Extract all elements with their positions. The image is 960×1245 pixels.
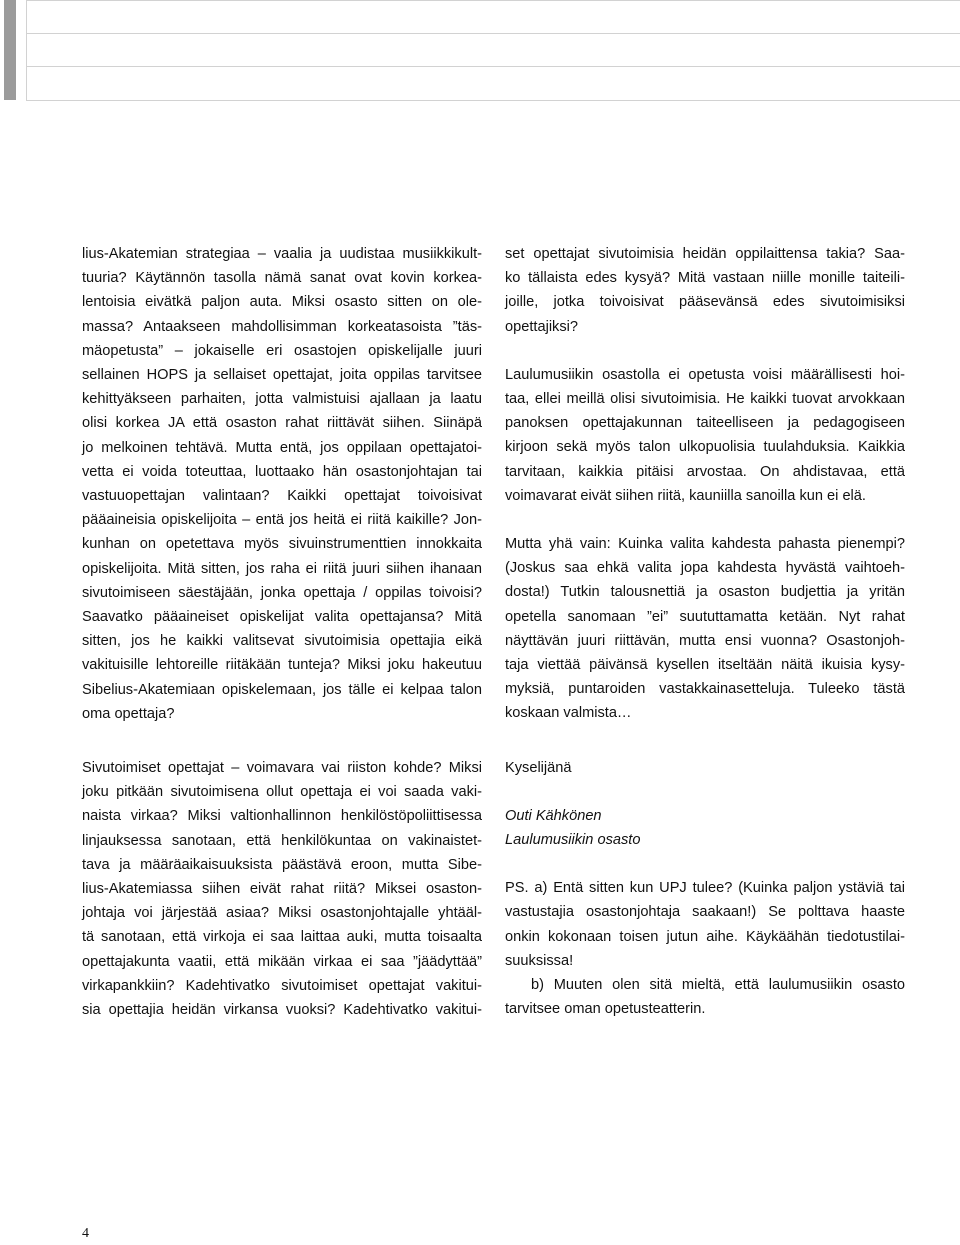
text-line: virkapankkiin? Kadehtivatko sivutoimiset opettajat vakitui-	[82, 977, 482, 994]
header-rule-1	[26, 0, 960, 1]
text-line: PS. a) Entä sitten kun UPJ tulee? (Kuinka paljon ystäviä tai	[505, 880, 905, 897]
text-line: sellainen HOPS ja sellaiset opettajat, joita oppilas tarvitsee	[82, 367, 482, 384]
text-line: linjauksessa sanotaan, että henkilökuntaa on vakinaistet-	[82, 832, 482, 849]
text-line: massa? Antaakseen mahdollisimman korkeatasoista ”täs-	[82, 318, 482, 335]
text-line: (Joskus saa ehkä valita jopa kahdesta hyvästä vaihtoeh-	[505, 560, 905, 577]
page-number: 4	[82, 1226, 89, 1241]
text-line: naista virkaa? Miksi valtionhallinnon henkilöstöpoliittisessa	[82, 808, 482, 825]
text-line: panoksen opettajakunnan taiteelliseen ja pedagogiseen	[505, 415, 905, 432]
paragraph-gap	[505, 780, 905, 804]
text-line: tarvitaan, kaikkia pitäisi arvostaa. On ahdistavaa, että	[505, 463, 905, 480]
text-line: dosta!) Tutkin talousnettiä ja osaston budjettia ja yritän	[505, 584, 905, 601]
right-column	[505, 242, 905, 1021]
header-ruled-box	[26, 0, 960, 101]
text-line: sitten, jos he kaikki valitsevat sivutoimisia opettajia eikä	[82, 633, 482, 650]
right-paragraph-1	[505, 242, 905, 339]
text-line: suuksissa!	[505, 952, 574, 969]
text-line: kirjoon sekä myös talon ulkopuolisia tuulahduksia. Kaikkia	[505, 439, 905, 456]
header-rule-2	[26, 33, 960, 34]
postscript-a	[505, 876, 905, 973]
right-paragraph-3	[505, 532, 905, 726]
text-line: tuuria? Käytännön tasolla nämä sanat ovat kovin korkea-	[82, 270, 482, 287]
text-line: koskaan valmista…	[505, 705, 632, 722]
author-name: Outi Kähkönen	[505, 807, 602, 824]
text-line: opiskelijoita. Mitä sitten, jos raha ei riitä juuri siihen ihanaan	[82, 560, 482, 577]
text-line: Sibelius-Akatemiaan opiskelemaan, jos tälle ei kelpaa talon	[82, 681, 482, 698]
text-line: vastustajia osastonjohtaja saakaan!) Se polttava haaste	[505, 904, 905, 921]
left-paragraph-1	[82, 242, 482, 726]
postscript-b	[505, 973, 905, 1021]
text-line: tä sanotaan, että virkoja ei saa laittaa auki, mutta toisaalta	[82, 929, 482, 946]
paragraph-gap	[505, 726, 905, 756]
text-line: lentoisia eivätkä paljon auta. Miksi osasto sitten on ole-	[82, 294, 482, 311]
text-line: Sivutoimiset opettajat – voimavara vai riiston kohde? Miksi	[82, 760, 482, 777]
text-line: myksiä, puntaroiden vastakkainasetteluja. Tuleeko tästä	[505, 681, 905, 698]
text-line: pääaineisia opiskelijoita – entä jos heitä ei riitä kaikille? Jon-	[82, 512, 482, 529]
text-line: tarvitsee oman opetusteatterin.	[505, 1001, 706, 1018]
text-line: voimavarat eivät siihen riitä, kauniilla sanoilla kun ei elä.	[505, 487, 866, 504]
text-line: set opettajat sivutoimisia heidän oppilaittensa takia? Saa-	[505, 246, 905, 262]
text-line: mäopetusta” – jokaiselle eri osastojen opiskelijalle juuri	[82, 342, 482, 359]
text-line: Saavatko pääaineiset opiskelijat valita opettajansa? Mitä	[82, 609, 482, 626]
paragraph-gap	[505, 339, 905, 363]
text-line: opettajiksi?	[505, 318, 579, 335]
text-line: Laulumusiikin osastolla ei opetusta voisi määrällisesti hoi-	[505, 366, 905, 383]
text-line: kehittyäkseen parhaiten, jotta valmistuisi ajallaan ja laatu	[82, 391, 482, 408]
header-side-bar	[4, 0, 16, 100]
paragraph-gap	[505, 508, 905, 532]
text-line: joille, jotka toivoisivat pääsevänsä edes sivutoimisiksi	[505, 294, 905, 311]
text-line: taa, ellei meillä olisi sivutoimisia. He kaikki tuovat arvokkaan	[505, 391, 905, 408]
text-line: joku pitkään sivutoimisena ollut opettaja ei voi saada vaki-	[82, 784, 482, 801]
text-line: vakituisille lehtoreille riitäkään tunteja? Miksi joku hakeutuu	[82, 657, 482, 674]
text-line: olisi korkea JA että osaston rahat riittävät siihen. Siinäpä	[82, 415, 482, 432]
author-department: Laulumusiikin osasto	[505, 832, 641, 849]
text-line: sivutoimiseen säestäjään, jonka opettaja / oppilas toivoisi?	[82, 584, 482, 601]
signature-label: Kyselijänä	[505, 759, 572, 776]
text-line: näyttävän juuri riittävän, mutta ensi vuonna? Osastonjoh-	[505, 632, 905, 649]
text-line: b) Muuten olen sitä mieltä, että laulumusiikin osasto	[531, 977, 905, 994]
text-line: ko tällaista edes kysyä? Mitä vastaan niille monille taiteili-	[505, 270, 905, 287]
left-column	[82, 242, 482, 1022]
text-line: oma opettaja?	[82, 705, 175, 722]
text-line: Mutta yhä vain: Kuinka valita kahdesta pahasta pienempi?	[505, 536, 905, 553]
text-line: opetella sanomaan ”ei” suututtamatta ketään. Nyt rahat	[505, 608, 905, 625]
header-rule-3	[26, 66, 960, 67]
text-line: vastuuopettajan valintaan? Kaikki opettajat toivoisivat	[82, 488, 482, 505]
left-paragraph-2	[82, 756, 482, 1022]
text-line: lius-Akatemiassa siihen eivät rahat riitä? Miksei osaston-	[82, 881, 482, 898]
text-line: opettajakunta vaatii, että mikään virkaa ei saa ”jäädyttää”	[82, 953, 482, 970]
paragraph-gap	[505, 852, 905, 876]
text-line: vetta ei voida toteuttaa, luottaako hän osastonjohtajan tai	[82, 463, 482, 480]
text-line: kunhan on opetettava myös sivuinstrumenttien innokkaita	[82, 536, 482, 553]
text-line: jo melkoinen tehtävä. Mutta entä, jos oppilaan opettajatoi-	[82, 439, 482, 456]
header-rule-vertical	[26, 0, 27, 100]
text-line: sia opettajia heidän virkansa vuoksi? Kadehtivatko vakitui-	[82, 1002, 482, 1019]
text-line: johtaja voi järjestää asiaa? Miksi osastonjohtajalle yhtääl-	[82, 905, 482, 922]
text-line: onkin kokonaan toisen jutun aihe. Käykäähän tiedotustilai-	[505, 928, 905, 945]
text-line: lius-Akatemian strategiaa – vaalia ja uudistaa musiikkikult-	[82, 246, 482, 262]
right-paragraph-2	[505, 363, 905, 508]
text-line: taja viettää päivänsä kysellen itseltään näitä ikuisia kysy-	[505, 657, 905, 674]
text-line: tava ja määräaikaisuuksista päästävä eroon, mutta Sibe-	[82, 856, 482, 873]
paragraph-gap	[82, 726, 482, 756]
